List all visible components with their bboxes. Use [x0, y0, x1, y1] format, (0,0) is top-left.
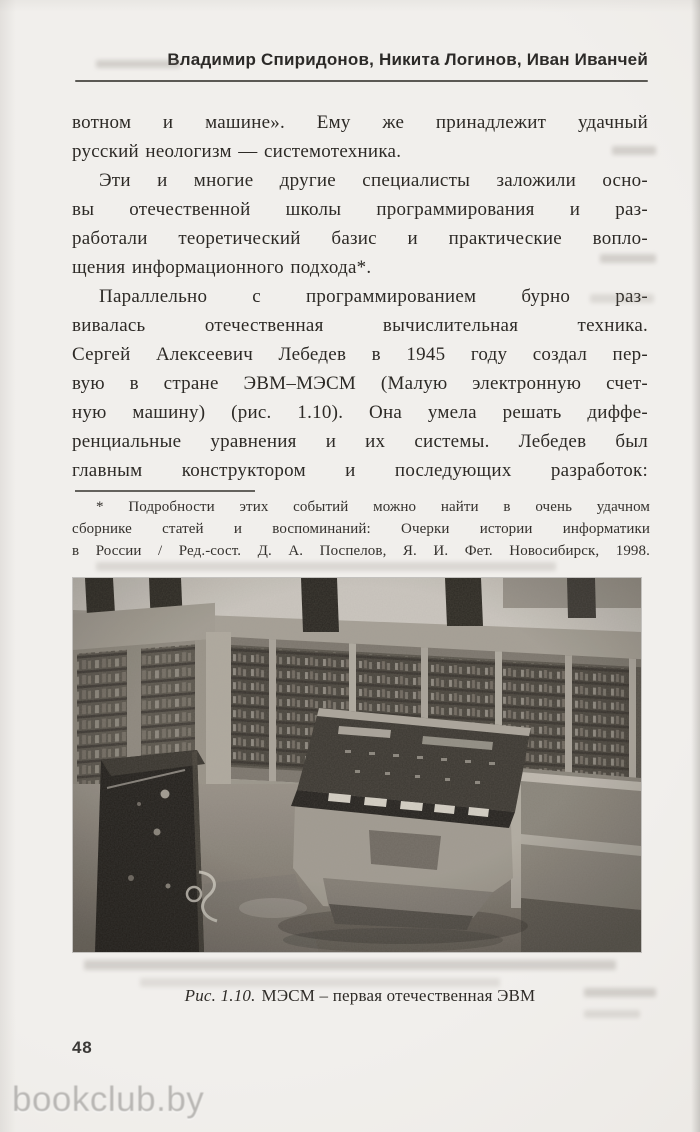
footnote-text: [72, 497, 650, 562]
text-line: Параллельно с программированием бурно раз-: [99, 286, 648, 307]
mesm-photo-svg: [73, 578, 641, 952]
text-line: русский неологизм — системотехника.: [72, 141, 402, 162]
text-line: главным конструктором и последующих разработок:: [72, 460, 648, 481]
bleedthrough-mark: [590, 294, 654, 303]
bleedthrough-mark: [584, 1010, 640, 1018]
bleedthrough-mark: [96, 562, 556, 571]
caption-label: Рис. 1.10.: [184, 986, 256, 1005]
bleedthrough-mark: [96, 60, 180, 68]
text-line: сборнике статей и воспоминаний: Очерки истории информатики: [72, 520, 650, 537]
header-authors: Владимир Спиридонов, Никита Логинов, Иван Иванчей: [167, 50, 648, 69]
text-line: вы отечественной школы программирования и раз-: [72, 199, 648, 220]
figure-caption: [72, 986, 648, 1006]
paragraph-3: [72, 282, 648, 485]
text-line: Сергей Алексеевич Лебедев в 1945 году создал пер-: [72, 344, 648, 365]
text-line: в России / Ред.-сост. Д. А. Поспелов, Я. И. Фет. Новосибирск, 1998.: [72, 542, 650, 559]
text-line: работали теоретический базис и практические вопло-: [72, 228, 648, 249]
text-line: ренциальные уравнения и их системы. Лебедев был: [72, 431, 648, 452]
bleedthrough-mark: [140, 978, 500, 987]
text-line: ную машину) (рис. 1.10). Она умела решать диффе-: [72, 402, 648, 423]
text-line: вивалась отечественная вычислительная техника.: [72, 315, 648, 336]
mesm-photo: [73, 578, 641, 952]
paragraph-2: [72, 166, 648, 282]
paragraph-1: [72, 108, 648, 166]
text-line: вую в стране ЭВМ–МЭСМ (Малую электронную счет-: [72, 373, 648, 394]
caption-text: МЭСМ – первая отечественная ЭВМ: [261, 986, 536, 1005]
bleedthrough-mark: [84, 960, 616, 970]
bleedthrough-mark: [584, 988, 656, 997]
header-rule: [75, 80, 648, 82]
body-text: [72, 108, 648, 485]
text-line: щения информационного подхода*.: [72, 257, 372, 278]
text-line: вотном и машине». Ему же принадлежит удачный: [72, 112, 648, 133]
watermark: bookclub.by: [12, 1080, 205, 1119]
text-line: Эти и многие другие специалисты заложили осно-: [99, 170, 648, 191]
footnote-rule: [75, 490, 255, 492]
text-line: * Подробности этих событий можно найти в очень удачном: [96, 499, 650, 515]
page-number: 48: [72, 1038, 93, 1057]
bleedthrough-mark: [612, 146, 656, 155]
bleedthrough-mark: [600, 254, 656, 263]
